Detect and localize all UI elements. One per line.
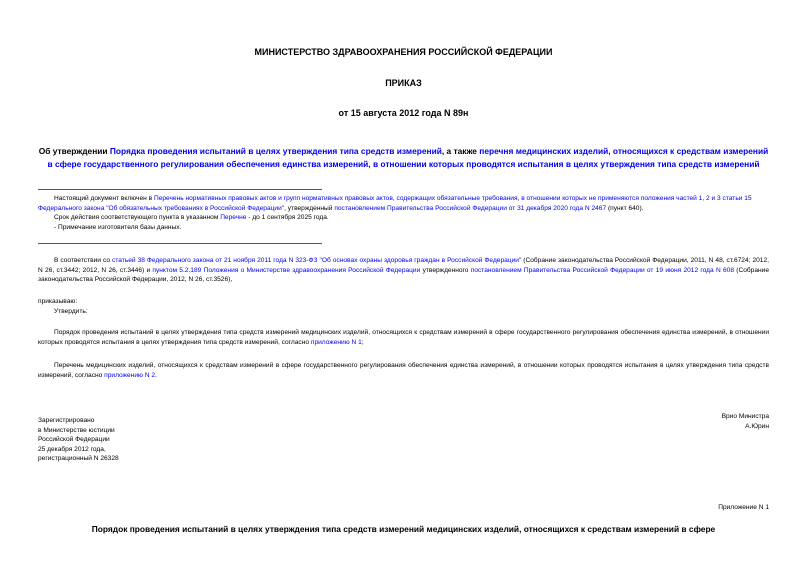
note-paragraph-3: - Примечание изготовителя базы данных. bbox=[54, 223, 182, 231]
note-divider-bottom bbox=[38, 243, 322, 244]
note-text: Настоящий документ включен в bbox=[54, 195, 154, 202]
ministry-heading: МИНИСТЕРСТВО ЗДРАВООХРАНЕНИЯ РОССИЙСКОЙ ФЕДЕРАЦИИ bbox=[254, 47, 553, 57]
note-text: Срок действия соответствующего пункта в указанном bbox=[54, 214, 221, 222]
registration-line: Зарегистрировано bbox=[38, 417, 95, 424]
date-number-heading: от 15 августа 2012 года N 89н bbox=[338, 108, 469, 118]
registration-line: Российской Федерации bbox=[38, 436, 110, 444]
title-link-procedure[interactable]: Порядка проведения испытаний в целях утверждения типа средств измерений bbox=[109, 146, 442, 156]
signature-block bbox=[722, 412, 769, 431]
signature-name: А.Юрин bbox=[745, 422, 769, 430]
appendix-title: Порядок проведения испытаний в целях утверждения типа средств измерений медицинских изделий, относящихся к средствам измерений в сфере bbox=[91, 524, 716, 534]
doc-type-heading: ПРИКАЗ bbox=[385, 78, 422, 88]
note-paragraph-2 bbox=[38, 213, 769, 223]
item-text: Порядок проведения испытаний в целях утверждения типа средств измерений медицинских изделий, относящихся к средствам измерений в сфере государственного регулирования обеспечения единства измерений, в отношении которых проводятся испытания в целях утверждения типа средств измерений, согласно bbox=[38, 329, 769, 346]
preamble-text: (Собрание законодательства Российской Федерации, 2011, N 48, ст.6724; 2012, N 26, ст.3442; 2012, N 26, ст.3446) и bbox=[38, 257, 769, 274]
registration-line: в Министерстве юстиции bbox=[38, 426, 115, 434]
note-link-perechen[interactable]: Перечне bbox=[220, 214, 247, 222]
item-text: Перечень медицинских изделий, относящихся к средствам измерений в сфере государственного регулирования обеспечения единства измерений, в отношении которых проводятся испытания в целях утверждения типа средств измерений, согласно bbox=[38, 362, 769, 379]
preamble-link-decree[interactable]: постановлением Правительства Российской Федерации от 19 июня 2012 года N 608 bbox=[470, 266, 734, 274]
note-link-decree[interactable]: постановлением Правительства Российской Федерации от 31 декабря 2020 года N 2467 bbox=[334, 204, 607, 212]
preamble-link-law[interactable]: статьей 38 Федерального закона от 21 ноября 2011 года N 323-ФЗ "Об основах охраны здоровья граждан в Российской Федерации" bbox=[112, 257, 522, 264]
title-prefix: Об утверждении bbox=[38, 146, 110, 156]
order-word: приказываю: bbox=[38, 298, 78, 305]
db-note bbox=[38, 194, 769, 232]
title-link-list[interactable]: перечня медицинских изделий, относящихся к средствам измерений в сфере государственного регулирования обеспечения единства измерений, в отношении которых проводятся испытания в целях утверждения типа средств измерений bbox=[47, 146, 769, 169]
item-text: ; bbox=[361, 338, 364, 346]
registration-line: 25 декабря 2012 года, bbox=[38, 445, 106, 453]
preamble-text: утвержденного bbox=[420, 266, 471, 274]
appendix-1-link[interactable]: приложению N 1 bbox=[310, 338, 362, 346]
registration-line: регистрационный N 26328 bbox=[38, 455, 119, 463]
title-mid: , а также bbox=[441, 146, 480, 156]
order-item-1 bbox=[38, 328, 769, 347]
item-text: . bbox=[155, 371, 157, 379]
approve-word: Утвердить: bbox=[54, 308, 88, 315]
order-item-2 bbox=[38, 361, 769, 380]
note-text: - до 1 сентября 2025 года. bbox=[246, 214, 329, 222]
preamble-text: В соответствии со bbox=[54, 257, 113, 264]
note-text: , утвержденный bbox=[284, 204, 335, 212]
note-divider-top bbox=[38, 189, 322, 190]
note-text: (пункт 640). bbox=[606, 204, 644, 212]
note-paragraph-1 bbox=[38, 194, 769, 213]
note-link-list[interactable]: Перечень нормативных правовых актов и групп нормативных правовых актов, содержащих обязательные требования, в отношении которых не применяются положения частей 1, 2 и 3 статьи 15 Федерального закона "Об обязательных требованиях в Российской Федерации" bbox=[38, 195, 752, 212]
registration-block bbox=[38, 416, 119, 464]
preamble-link-regulation[interactable]: пунктом 5.2.189 Положения о Министерстве здравоохранения Российской Федерации bbox=[152, 266, 421, 274]
appendix-2-link[interactable]: приложению N 2 bbox=[104, 371, 156, 379]
preamble-paragraph bbox=[38, 256, 769, 285]
signature-position: Врио Министра bbox=[721, 413, 769, 420]
preamble-text: (Собрание законодательства Российской Федерации, 2012, N 26, ст.3526), bbox=[38, 266, 770, 284]
document-title bbox=[38, 145, 769, 170]
appendix-label: Приложение N 1 bbox=[718, 504, 769, 511]
